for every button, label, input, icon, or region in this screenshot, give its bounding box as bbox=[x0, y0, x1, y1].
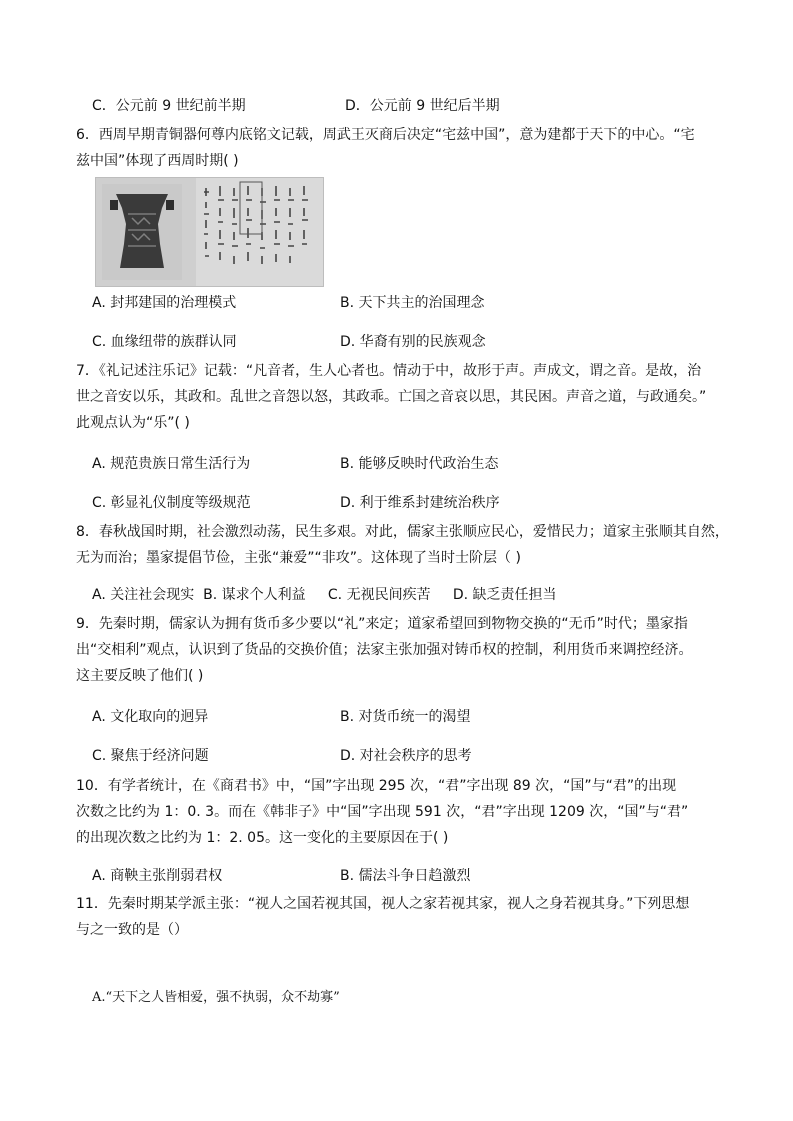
q9-option-a: A. 文化取向的迥异 bbox=[92, 709, 209, 725]
q11-option-a: A.“天下之人皆相爱，强不执弱，众不劫寡” bbox=[92, 990, 340, 1005]
q6-stem-line2: 兹中国”体现了西周时期( ) bbox=[76, 153, 239, 169]
q9-option-c: C. 聚焦于经济问题 bbox=[92, 748, 209, 764]
q8-stem-line2: 无为而治；墨家提倡节俭，主张“兼爱”“非攻”。这体现了当时士阶层（ ) bbox=[76, 550, 521, 566]
q8-stem-line1: 8．春秋战国时期，社会激烈动荡，民生多艰。对此，儒家主张顺应民心，爱惜民力；道家主张顺其自然， bbox=[76, 524, 729, 540]
inscription-rubbing-icon bbox=[196, 178, 323, 286]
q11-stem-line2: 与之一致的是（） bbox=[76, 922, 188, 938]
q9-option-d: D. 对社会秩序的思考 bbox=[340, 748, 472, 764]
q6-option-c: C. 血缘纽带的族群认同 bbox=[92, 334, 237, 350]
q9-option-b: B. 对货币统一的渴望 bbox=[340, 709, 471, 725]
q7-option-d: D. 利于维系封建统治秩序 bbox=[340, 495, 500, 511]
q5-option-c: C．公元前 9 世纪前半期 bbox=[92, 98, 246, 114]
q7-stem-line2: 世之音安以乐，其政和。乱世之音怨以怒，其政乖。亡国之音哀以思，其民困。声音之道，与政通矣。” bbox=[76, 389, 707, 405]
q7-option-c: C. 彰显礼仪制度等级规范 bbox=[92, 495, 251, 511]
q8-options-line: A. 关注社会现实 B. 谋求个人利益 C. 无视民间疾苦 D. 缺乏责任担当 bbox=[92, 587, 557, 603]
q9-stem-line2: 出“交相利”观点，认识到了货品的交换价值；法家主张加强对铸币权的控制，利用货币来调控经济。 bbox=[76, 642, 693, 658]
q9-stem-line3: 这主要反映了他们( ) bbox=[76, 668, 204, 684]
q10-option-b: B. 儒法斗争日趋激烈 bbox=[340, 868, 471, 884]
bronze-vessel-icon bbox=[102, 184, 182, 280]
q6-option-b: B. 天下共主的治国理念 bbox=[340, 295, 485, 311]
q10-stem-line3: 的出现次数之比约为 1：2. 05。这一变化的主要原因在于( ) bbox=[76, 830, 449, 846]
q10-option-a: A. 商鞅主张削弱君权 bbox=[92, 868, 223, 884]
q7-option-a: A. 规范贵族日常生活行为 bbox=[92, 456, 251, 472]
q7-stem-line1: 7．《礼记述注乐记》记载：“凡音者，生人心者也。情动于中，故形于声。声成文，谓之音。是故，治 bbox=[76, 363, 702, 379]
q6-option-d: D. 华裔有别的民族观念 bbox=[340, 334, 486, 350]
q10-stem-line2: 次数之比约为 1：0. 3。而在《韩非子》中“国”字出现 591 次，“君”字出现 1209 次，“国”与“君” bbox=[76, 804, 689, 820]
q7-stem-line3: 此观点认为“乐”( ) bbox=[76, 415, 190, 431]
q9-stem-line1: 9．先秦时期，儒家认为拥有货币多少要以“礼”来定；道家希望回到物物交换的“无币”时代；墨家指 bbox=[76, 616, 688, 632]
q6-stem-line1: 6．西周早期青铜器何尊内底铭文记载，周武王灭商后决定“宅兹中国”，意为建都于天下的中心。“宅 bbox=[76, 127, 695, 143]
q5-option-d: D．公元前 9 世纪后半期 bbox=[345, 98, 500, 114]
q6-option-a: A. 封邦建国的治理模式 bbox=[92, 295, 237, 311]
bronze-vessel-and-inscription-photo-icon bbox=[95, 177, 324, 287]
q10-stem-line1: 10．有学者统计，在《商君书》中，“国”字出现 295 次，“君”字出现 89 次，“国”与“君”的出现 bbox=[76, 778, 677, 794]
q7-option-b: B. 能够反映时代政治生态 bbox=[340, 456, 499, 472]
q11-stem-line1: 11．先秦时期某学派主张：“视人之国若视其国，视人之家若视其家，视人之身若视其身。”下列思想 bbox=[76, 896, 690, 912]
